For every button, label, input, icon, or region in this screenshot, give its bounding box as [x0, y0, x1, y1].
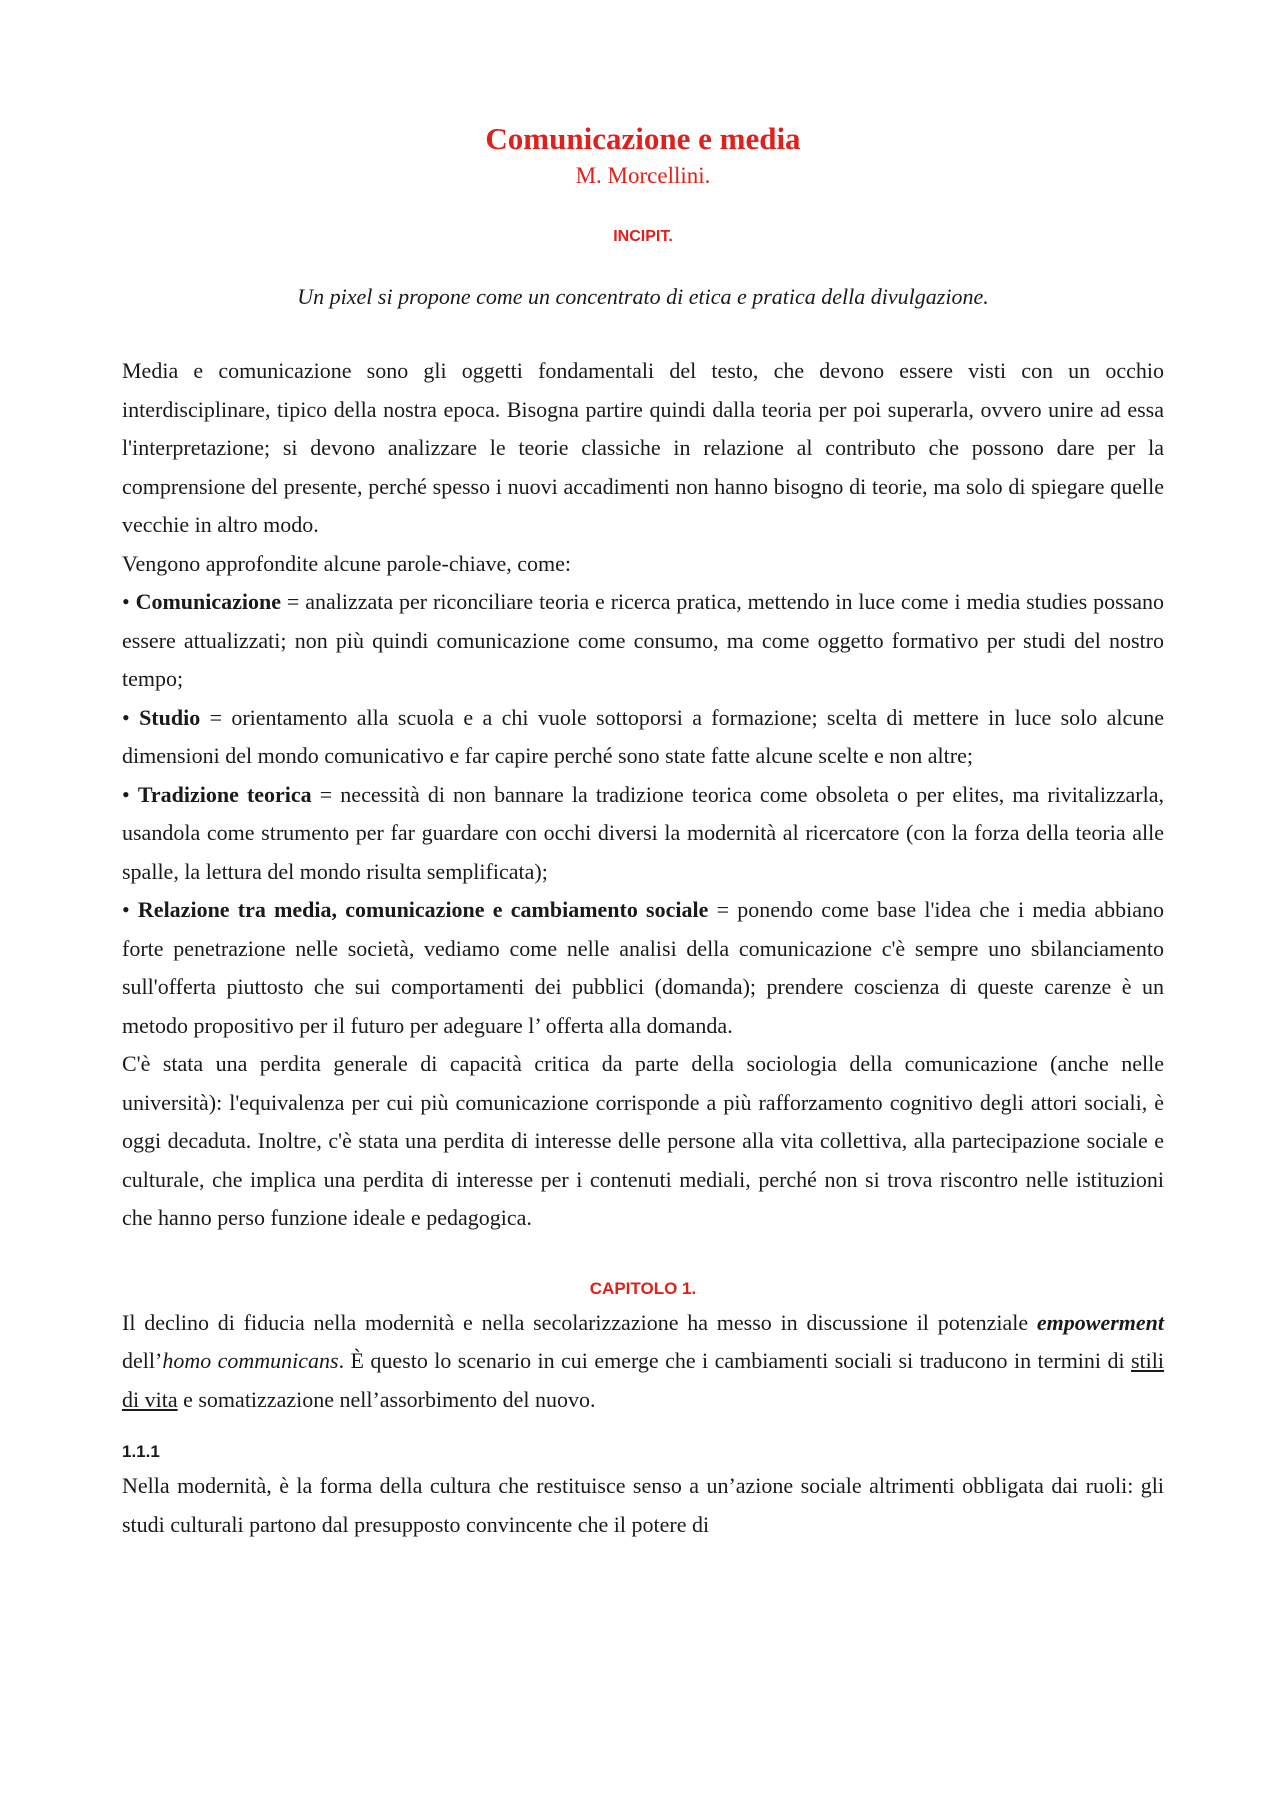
bullet-item-comunicazione	[122, 583, 1164, 699]
bullet-term: Tradizione teorica	[137, 781, 312, 807]
incipit-paragraph-2: Vengono approfondite alcune parole-chiave, come:	[122, 550, 571, 576]
bullet-marker: •	[122, 589, 130, 614]
incipit-body	[122, 352, 1164, 1238]
bullet-marker: •	[122, 704, 130, 730]
bullet-item-studio	[122, 699, 1164, 776]
incipit-paragraph-1: Media e comunicazione sono gli oggetti fondamentali del testo, che devono essere visti con un occhio interdisciplinare, tipico della nostra epoca. Bisogna partire quindi dalla teoria per poi superarla, ovvero unire ad essa l'interpretazione; si devono analizzare le teorie classiche in relazione al contributo che possono dare per la comprensione del presente, perché spesso i nuovi accadimenti non hanno bisogno di teorie, ma solo di spiegare quelle vecchie in altro modo.	[122, 358, 1164, 537]
bullet-term: Studio	[139, 704, 201, 730]
bullet-item-relazione	[122, 891, 1164, 1045]
chapter-paragraph-1	[122, 1304, 1164, 1420]
bullet-text: = necessità di non bannare la tradizione teorica come obsoleta o per elites, ma rivitalizzarla, usandola come strumento per far guardare con occhi diversi la modernità al ricercatore (con la forza della teoria alle spalle, la lettura del mondo risulta semplificata);	[122, 781, 1164, 884]
incipit-paragraph-3: C'è stata una perdita generale di capacità critica da parte della sociologia della comunicazione (anche nelle università): l'equivalenza per cui più comunicazione corrisponde a più rafforzamento cognitivo degli attori sociali, è oggi decaduta. Inoltre, c'è stata una perdita di interesse delle persone alla vita collettiva, alla partecipazione sociale e culturale, che implica una perdita di interesse per i contenuti mediali, perché non si trova riscontro nelle istituzioni che hanno perso funzione ideale e pedagogica.	[122, 1051, 1164, 1230]
text-run: Il declino di fiducia nella modernità e nella secolarizzazione ha messo in discussione il potenziale	[122, 1309, 1037, 1335]
text-run: . È questo lo scenario in cui emerge che i cambiamenti sociali si traducono in termini di	[338, 1348, 1131, 1373]
incipit-heading: INCIPIT.	[613, 228, 673, 245]
document-page	[122, 118, 1164, 1544]
document-title: Comunicazione e media	[485, 121, 801, 156]
section-paragraph-1: Nella modernità, è la forma della cultura che restituisce senso a un’azione sociale altrimenti obbligata dai ruoli: gli studi culturali partono dal presupposto convincente che il potere di	[122, 1473, 1164, 1537]
underlined-stili-di-vita: stili di vita	[122, 1348, 1165, 1412]
bullet-marker: •	[122, 781, 130, 807]
text-run: dell’	[122, 1348, 163, 1373]
bullet-term: Comunicazione	[135, 589, 282, 614]
bullet-text: = analizzata per riconciliare teoria e ricerca pratica, mettendo in luce come i media studies possano essere attualizzati; non più quindi comunicazione come consumo, ma come oggetto formativo per studi del nostro tempo;	[122, 589, 1164, 691]
bullet-marker: •	[122, 897, 130, 922]
bullet-item-tradizione-teorica	[122, 776, 1164, 892]
epigraph: Un pixel si propone come un concentrato di etica e pratica della divulgazione.	[297, 284, 989, 309]
bullet-text: = ponendo come base l'idea che i media abbiano forte penetrazione nelle società, vediamo come nelle analisi della comunicazione c'è sempre uno sbilanciamento sull'offerta piuttosto che sui comportamenti dei pubblici (domanda); prendere coscienza di queste carenze è un metodo propositivo per il futuro per adeguare l’ offerta alla domanda.	[122, 897, 1164, 1038]
bullet-term: Relazione tra media, comunicazione e cambiamento sociale	[137, 897, 709, 922]
chapter-heading: CAPITOLO 1.	[589, 1278, 697, 1298]
emphasis-homo-communicans: homo communicans	[162, 1348, 339, 1373]
text-run: e somatizzazione nell’assorbimento del nuovo.	[177, 1386, 596, 1412]
document-author: M. Morcellini.	[575, 163, 711, 188]
bullet-text: = orientamento alla scuola e a chi vuole sottoporsi a formazione; scelta di mettere in luce solo alcune dimensioni del mondo comunicativo e far capire perché sono state fatte alcune scelte e non altre;	[122, 704, 1164, 768]
section-heading: 1.1.1	[122, 1442, 160, 1461]
emphasis-empowerment: empowerment	[1036, 1309, 1164, 1335]
